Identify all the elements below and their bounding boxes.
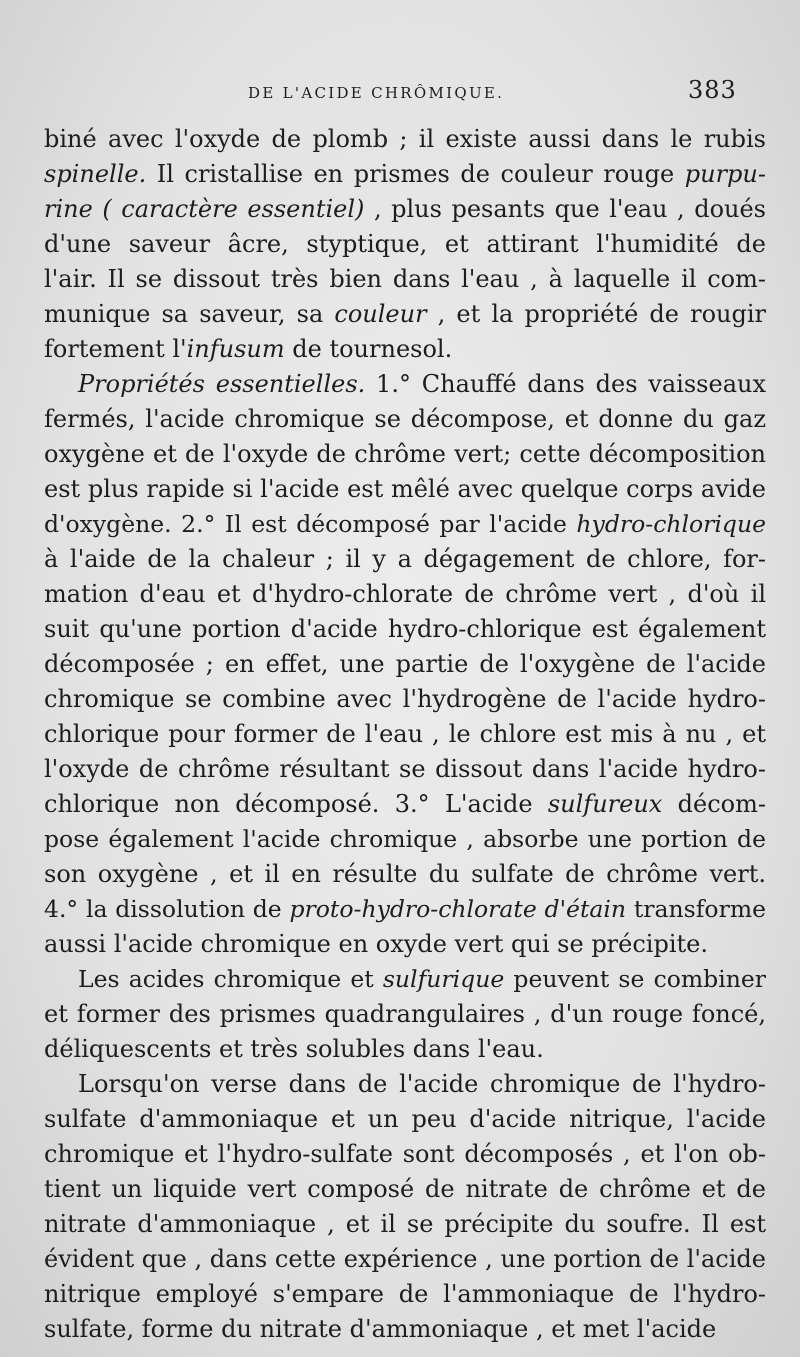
text-line bbox=[44, 1172, 766, 1207]
text-run: de tournesol. bbox=[284, 335, 453, 363]
text-run: peuvent se combiner bbox=[504, 965, 766, 993]
text-run: à l'aide de la chaleur ; il y a dégagement de chlore, for- bbox=[44, 545, 766, 573]
text-run: Lorsqu'on verse dans de l'acide chromique de l'hydro- bbox=[78, 1070, 766, 1098]
text-line bbox=[44, 402, 766, 437]
text-line bbox=[44, 1207, 766, 1242]
text-run: nitrique employé s'empare de l'ammoniaque de l'hydro- bbox=[44, 1280, 766, 1308]
text-line bbox=[44, 962, 766, 997]
text-line bbox=[44, 822, 766, 857]
text-run: transforme bbox=[626, 895, 767, 923]
paragraph bbox=[44, 122, 766, 367]
text-run: , plus pesants que l'eau , doués bbox=[364, 195, 766, 223]
text-line bbox=[44, 1032, 766, 1067]
text-run: Il cristallise en prismes de couleur rouge bbox=[146, 160, 685, 188]
text-line bbox=[44, 1312, 766, 1347]
text-run: et former des prismes quadrangulaires , d'un rouge foncé, bbox=[44, 1000, 766, 1028]
italic-text: Propriétés essentielles. bbox=[78, 370, 366, 398]
text-run: décom- bbox=[662, 790, 766, 818]
text-line bbox=[44, 717, 766, 752]
text-line bbox=[44, 857, 766, 892]
italic-text: sulfurique bbox=[382, 965, 505, 993]
text-line bbox=[44, 787, 766, 822]
text-line bbox=[44, 647, 766, 682]
text-line bbox=[44, 612, 766, 647]
text-run: chlorique non décomposé. 3.° L'acide bbox=[44, 790, 548, 818]
text-run: sulfate d'ammoniaque et un peu d'acide nitrique, l'acide bbox=[44, 1105, 766, 1133]
text-run: son oxygène , et il en résulte du sulfate de chrôme vert. bbox=[44, 860, 766, 888]
text-run: pose également l'acide chromique , absorbe une portion de bbox=[44, 825, 766, 853]
italic-text: hydro-chlorique bbox=[576, 510, 766, 538]
running-head bbox=[0, 76, 800, 114]
text-run: tient un liquide vert composé de nitrate de chrôme et de bbox=[44, 1175, 766, 1203]
italic-text: sulfureux bbox=[547, 790, 663, 818]
text-line bbox=[44, 507, 766, 542]
text-line bbox=[44, 437, 766, 472]
body-text bbox=[44, 122, 766, 1347]
text-run: 4.° la dissolution de bbox=[44, 895, 290, 923]
text-line bbox=[44, 332, 766, 367]
text-run: sulfate, forme du nitrate d'ammoniaque , et met l'acide bbox=[44, 1315, 717, 1343]
text-line bbox=[44, 472, 766, 507]
text-line bbox=[44, 1102, 766, 1137]
text-line bbox=[44, 997, 766, 1032]
text-run: 1.° Chauffé dans des vaisseaux bbox=[365, 370, 766, 398]
text-line bbox=[44, 682, 766, 717]
text-run: déliquescents et très solubles dans l'eau. bbox=[44, 1035, 544, 1063]
text-run: aussi l'acide chromique en oxyde vert qui se précipite. bbox=[44, 930, 708, 958]
text-line bbox=[44, 577, 766, 612]
text-line bbox=[44, 892, 766, 927]
text-run: l'air. Il se dissout très bien dans l'eau , à laquelle il com- bbox=[44, 265, 766, 293]
text-run: est plus rapide si l'acide est mêlé avec quelque corps avide bbox=[44, 475, 766, 503]
text-run: décomposée ; en effet, une partie de l'oxygène de l'acide bbox=[44, 650, 766, 678]
text-line bbox=[44, 227, 766, 262]
text-run: fortement l' bbox=[44, 335, 187, 363]
text-run: chromique se combine avec l'hydrogène de l'acide hydro- bbox=[44, 685, 766, 713]
text-run: évident que , dans cette expérience , une portion de l'acide bbox=[44, 1245, 766, 1273]
text-run: l'oxyde de chrôme résultant se dissout dans l'acide hydro- bbox=[44, 755, 766, 783]
text-run: , et la propriété de rougir bbox=[426, 300, 766, 328]
text-run: chromique et l'hydro-sulfate sont décomposés , et l'on ob- bbox=[44, 1140, 766, 1168]
text-run: d'une saveur âcre, styptique, et attirant l'humidité de bbox=[44, 230, 766, 258]
text-run: chlorique pour former de l'eau , le chlore est mis à nu , et bbox=[44, 720, 766, 748]
text-run: Les acides chromique et bbox=[78, 965, 383, 993]
text-line bbox=[44, 542, 766, 577]
text-line bbox=[44, 157, 766, 192]
page-number: 383 bbox=[688, 76, 737, 104]
text-line bbox=[44, 122, 766, 157]
text-line bbox=[44, 192, 766, 227]
text-line bbox=[44, 927, 766, 962]
paragraph bbox=[44, 962, 766, 1067]
italic-text: purpu- bbox=[684, 160, 766, 188]
text-line bbox=[44, 752, 766, 787]
text-line bbox=[44, 1137, 766, 1172]
text-run: mation d'eau et d'hydro-chlorate de chrôme vert , d'où il bbox=[44, 580, 766, 608]
text-run: suit qu'une portion d'acide hydro-chlorique est également bbox=[44, 615, 766, 643]
italic-text: rine ( caractère essentiel) bbox=[44, 195, 365, 223]
text-run: munique sa saveur, sa bbox=[44, 300, 335, 328]
text-line bbox=[44, 1277, 766, 1312]
text-run: d'oxygène. 2.° Il est décomposé par l'acide bbox=[44, 510, 577, 538]
text-run: nitrate d'ammoniaque , et il se précipite du soufre. Il est bbox=[44, 1210, 766, 1238]
paragraph bbox=[44, 1067, 766, 1347]
italic-text: spinelle. bbox=[44, 160, 147, 188]
italic-text: proto-hydro-chlorate d'étain bbox=[289, 895, 627, 923]
italic-text: couleur bbox=[334, 300, 427, 328]
text-line bbox=[44, 297, 766, 332]
paragraph bbox=[44, 367, 766, 962]
text-run: biné avec l'oxyde de plomb ; il existe aussi dans le rubis bbox=[44, 125, 766, 153]
text-run: oxygène et de l'oxyde de chrôme vert; cette décomposition bbox=[44, 440, 766, 468]
text-run: fermés, l'acide chromique se décompose, et donne du gaz bbox=[44, 405, 766, 433]
text-line bbox=[44, 367, 766, 402]
italic-text: infusum bbox=[186, 335, 285, 363]
text-line bbox=[44, 1067, 766, 1102]
text-line bbox=[44, 262, 766, 297]
running-title: DE L'ACIDE CHRÔMIQUE. bbox=[248, 84, 505, 102]
text-line bbox=[44, 1242, 766, 1277]
